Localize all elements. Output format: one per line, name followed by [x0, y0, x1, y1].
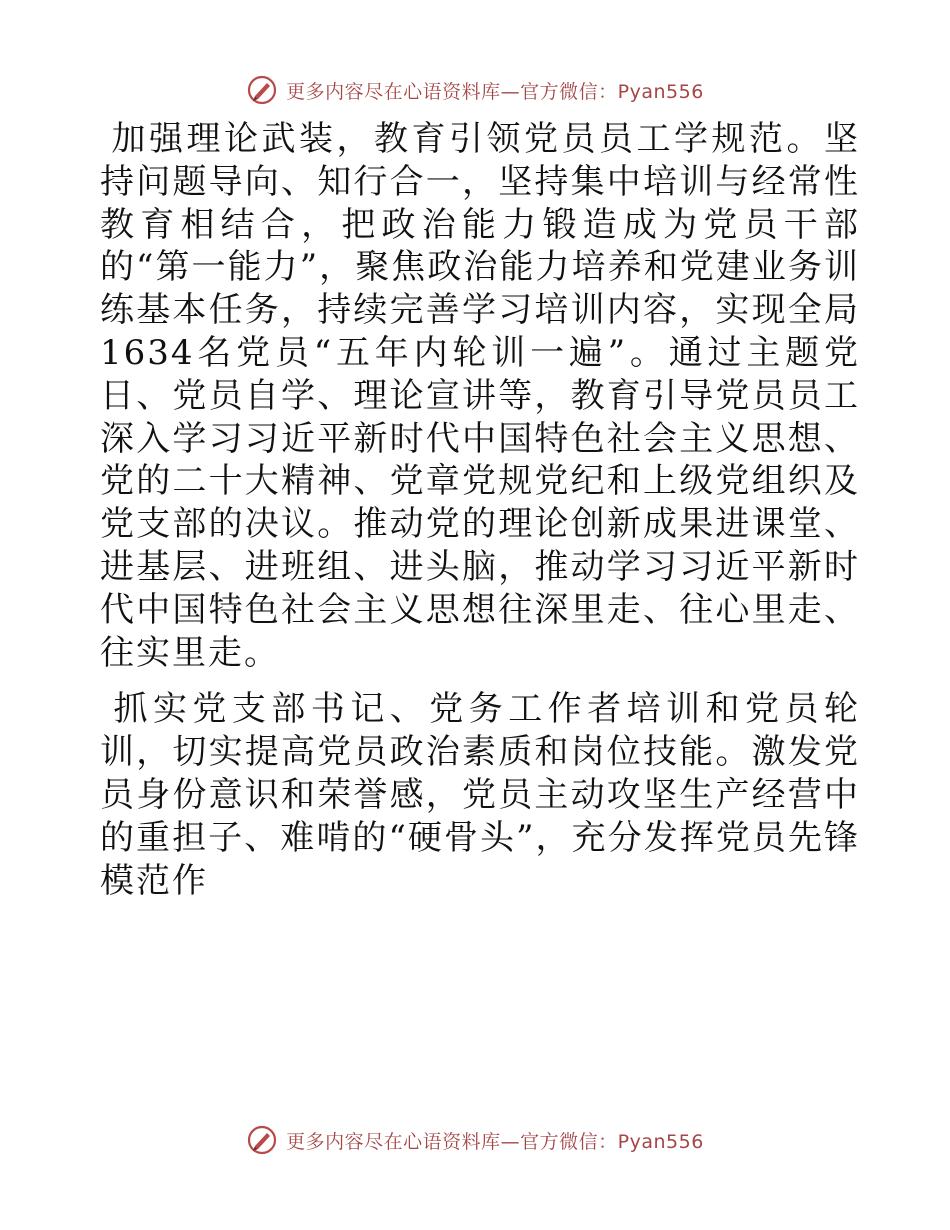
paragraph-2: [100, 688, 860, 902]
header-watermark-text: 更多内容尽在心语资料库—官方微信：Pyan556: [286, 80, 704, 103]
pen-logo-icon: [246, 1124, 278, 1156]
pen-logo-icon: [246, 74, 278, 106]
header-watermark: [0, 70, 950, 110]
paragraph-1-text: 加强理论武装，教育引领党员员工学规范。坚持问题导向、知行合一，坚持集中培训与经常性教育相结合，把政治能力锻造成为党员干部的“第一能力”，聚焦政治能力培养和党建业务训练基本任务，持续完善学习培训内容，实现全局1634名党员“五年内轮训一遍”。通过主题党日、党员自学、理论宣讲等，教育引导党员员工深入学习习近平新时代中国特色社会主义思想、党的二十大精神、党章党规党纪和上级党组织及党支部的决议。推动党的理论创新成果进课堂、进基层、进班组、进头脑，推动学习习近平新时代中国特色社会主义思想往深里走、往心里走、往实里走。: [100, 119, 860, 673]
paragraph-2-text: 抓实党支部书记、党务工作者培训和党员轮训，切实提高党员政治素质和岗位技能。激发党员身份意识和荣誉感，党员主动攻坚生产经营中的重担子、难啃的“硬骨头”，充分发挥党员先锋模范作: [100, 689, 860, 901]
paragraph-1: [100, 118, 860, 674]
document-body: [100, 118, 860, 902]
footer-watermark: [0, 1120, 950, 1160]
footer-watermark-text: 更多内容尽在心语资料库—官方微信：Pyan556: [286, 1130, 704, 1153]
